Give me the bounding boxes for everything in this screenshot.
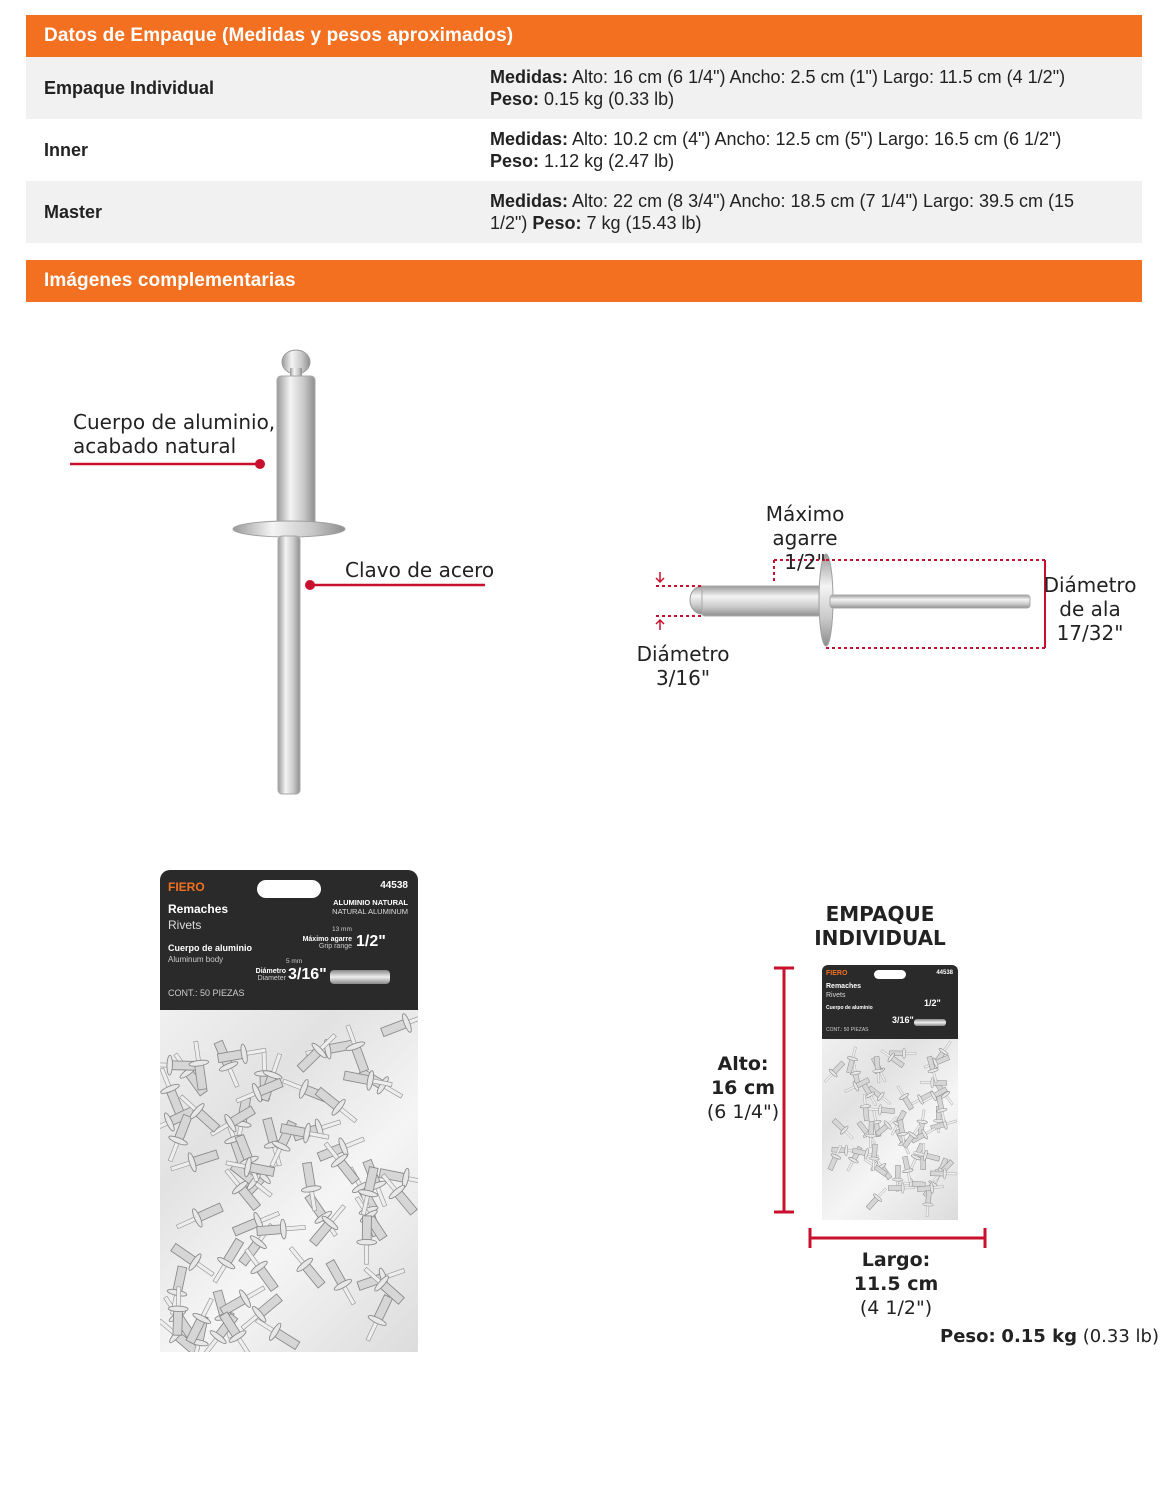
rivet-shape bbox=[864, 1185, 890, 1212]
diameter-label: Diámetro 3/16" bbox=[636, 642, 730, 690]
table-row bbox=[26, 119, 1142, 181]
package-hanger-hole bbox=[257, 880, 321, 898]
rivet-shape bbox=[321, 1257, 362, 1309]
measures-label: Medidas: bbox=[490, 191, 569, 211]
rivets-pile bbox=[160, 1010, 418, 1352]
rivet-shape bbox=[844, 1046, 861, 1074]
rivet-shape bbox=[893, 1084, 916, 1112]
rivet-shape bbox=[920, 1077, 947, 1088]
rivet-shape bbox=[859, 1094, 872, 1121]
rivet-shape bbox=[283, 1242, 329, 1292]
package-name: Inner bbox=[26, 119, 472, 181]
packaging-section-title: Datos de Empaque (Medidas y pesos aproximados) bbox=[26, 15, 1142, 57]
rivet-shape bbox=[830, 1116, 857, 1142]
package-hanger-hole bbox=[874, 970, 906, 979]
grip-label: Máximo agarre 1/2" bbox=[765, 502, 845, 574]
brand-logo: FIERO bbox=[168, 880, 205, 894]
images-section-title: Imágenes complementarias bbox=[26, 260, 1142, 302]
package-header-card: FIERO 44538 ALUMINIO NATURAL NATURAL ALUMINUM Remaches Rivets Cuerpo de aluminio Aluminum body 13 mm Máximo agarre Grip range 1/2" 5 mm Diámetro Diameter 3/16" CONT.: 50 PIEZAS bbox=[160, 870, 418, 1010]
product-code: 44538 bbox=[380, 880, 408, 891]
measures-value: Alto: 10.2 cm (4") Ancho: 12.5 cm (5") Largo: 16.5 cm (6 1/2") bbox=[572, 129, 1062, 149]
package-values bbox=[472, 119, 1142, 181]
table-row bbox=[26, 181, 1142, 243]
length-label: Largo: 11.5 cm (4 1/2") bbox=[853, 1249, 939, 1319]
package-name: Empaque Individual bbox=[26, 57, 472, 119]
rivet-shape bbox=[186, 1040, 212, 1091]
rivets-pile bbox=[822, 1039, 958, 1220]
body-callout-label: Cuerpo de aluminio, acabado natural bbox=[73, 410, 276, 458]
rivet-icon bbox=[914, 1019, 946, 1026]
table-row bbox=[26, 57, 1142, 119]
rivet-shape bbox=[173, 1198, 225, 1236]
rivet-icon bbox=[330, 970, 390, 984]
height-label: Alto: 16 cm (6 1/4") bbox=[706, 1053, 780, 1123]
package-values bbox=[472, 57, 1142, 119]
product-name: Remaches bbox=[168, 902, 229, 916]
packaging-table bbox=[26, 57, 1142, 243]
individual-package: FIERO 44538 Remaches Rivets Cuerpo de aluminio 1/2" 3/16" CONT.: 50 PIEZAS bbox=[822, 965, 958, 1220]
flange-label: Diámetro de ala 17/32" bbox=[1043, 573, 1137, 645]
weight-value: 7 kg (15.43 lb) bbox=[586, 213, 702, 233]
package-name: Master bbox=[26, 181, 472, 243]
weight-label: Peso: 0.15 kg (0.33 lb) bbox=[940, 1326, 1159, 1347]
weight-label: Peso: bbox=[532, 213, 582, 233]
rivet-shape bbox=[359, 1292, 398, 1344]
rivet-shape bbox=[379, 1010, 418, 1042]
individual-package-title: EMPAQUE INDIVIDUAL bbox=[814, 902, 946, 950]
rivet-shape bbox=[868, 1103, 895, 1116]
measures-label: Medidas: bbox=[490, 67, 569, 87]
weight-value: 0.15 kg (0.33 lb) bbox=[544, 89, 675, 109]
measures-value: Alto: 16 cm (6 1/4") Ancho: 2.5 cm (1") Largo: 11.5 cm (4 1/2") bbox=[572, 67, 1066, 87]
nail-callout-label: Clavo de acero bbox=[345, 558, 495, 582]
contents-count: CONT.: 50 PIEZAS bbox=[168, 988, 245, 998]
weight-value: 1.12 kg (2.47 lb) bbox=[544, 151, 675, 171]
product-name-en: Rivets bbox=[168, 918, 202, 932]
measures-value: Alto: 22 cm (8 3/4") Ancho: 18.5 cm (7 1/4") Largo: 39.5 cm (15 1/2") bbox=[490, 191, 1075, 233]
weight-label: Peso: bbox=[490, 151, 540, 171]
rivet-shape bbox=[878, 1046, 906, 1070]
package-values bbox=[472, 181, 1142, 243]
rivet-shape bbox=[930, 1168, 957, 1179]
weight-label: Peso: bbox=[490, 89, 540, 109]
measures-label: Medidas: bbox=[490, 129, 569, 149]
rivet-shape bbox=[822, 1059, 847, 1086]
rivet-shape bbox=[230, 1204, 282, 1241]
product-package bbox=[160, 870, 418, 1352]
rivet-shape bbox=[355, 1261, 407, 1295]
rivet-shape bbox=[168, 1239, 219, 1283]
rivet-shape bbox=[238, 1244, 282, 1295]
